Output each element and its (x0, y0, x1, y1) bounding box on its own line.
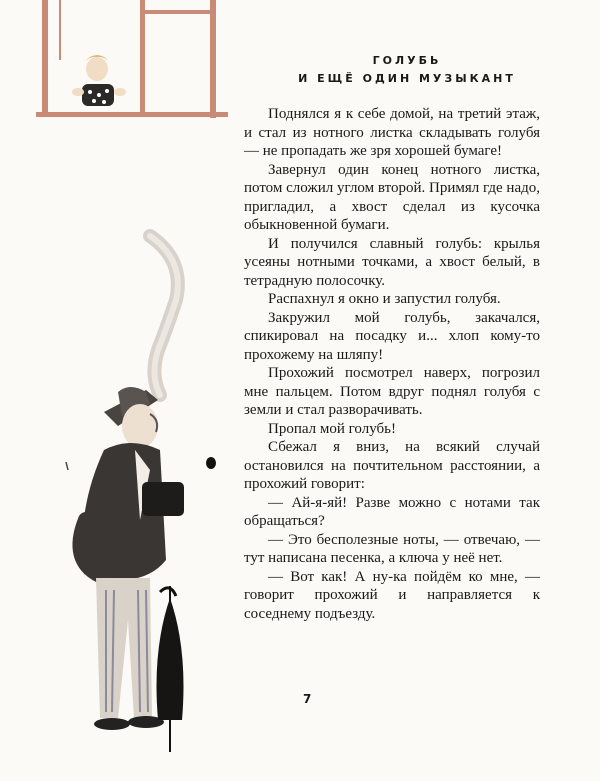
child-in-window-illustration (72, 55, 126, 106)
window-illustration (36, 0, 228, 118)
paragraph: И получился славный голубь: крылья усеяны нотными точками, а хвост белый, в тетрадную полосочку. (244, 235, 540, 289)
paragraph: — Ай-я-яй! Разве можно с нотами так обращаться? (244, 494, 540, 529)
chapter-title-line-1: ГОЛУБЬ (372, 54, 442, 67)
ground-mark (66, 462, 68, 470)
chapter-title-line-2: И ЕЩЁ ОДИН МУЗЫКАНТ (298, 72, 516, 85)
chapter-title (262, 52, 552, 88)
paragraph: Поднялся я к себе домой, на третий этаж, и стал из нотного листка складывать голубя — не пропадать же зря хорошей бумаге! (244, 106, 540, 159)
illustration-man-with-umbrella (0, 0, 240, 781)
paragraph: Закружил мой голубь, закачался, спикировал на посадку и... хлоп кому-то прохожему на шляпу! (244, 309, 540, 363)
paragraph: Пропал мой голубь! (268, 420, 396, 437)
story-text (244, 105, 540, 623)
page-number: 7 (303, 692, 312, 706)
paragraph: Сбежал я вниз, на всякий случай остановился на почтительном расстоянии, а прохожий говорит: (244, 439, 540, 492)
paragraph: — Это бесполезные ноты, — отвечаю, — тут написана песенка, а ключа у неё нет. (244, 531, 540, 566)
paragraph: — Вот как! А ну-ка пойдём ко мне, — говорит прохожий и направляется к соседнему подъезду. (244, 568, 540, 622)
paper-trail-illustration (150, 236, 178, 395)
ink-blot (206, 457, 216, 469)
umbrella-illustration (157, 586, 184, 752)
paragraph: Прохожий посмотрел наверх, погрозил мне пальцем. Потом вдруг поднял голубя с земли и стал разворачивать. (244, 365, 540, 418)
paragraph: Распахнул я окно и запустил голубя. (268, 291, 501, 307)
paragraph: Завернул один конец нотного листка, потом сложил углом второй. Примял где надо, пригладил, а хвост сделал из кусочка обыкновенной бумаги. (244, 161, 540, 233)
